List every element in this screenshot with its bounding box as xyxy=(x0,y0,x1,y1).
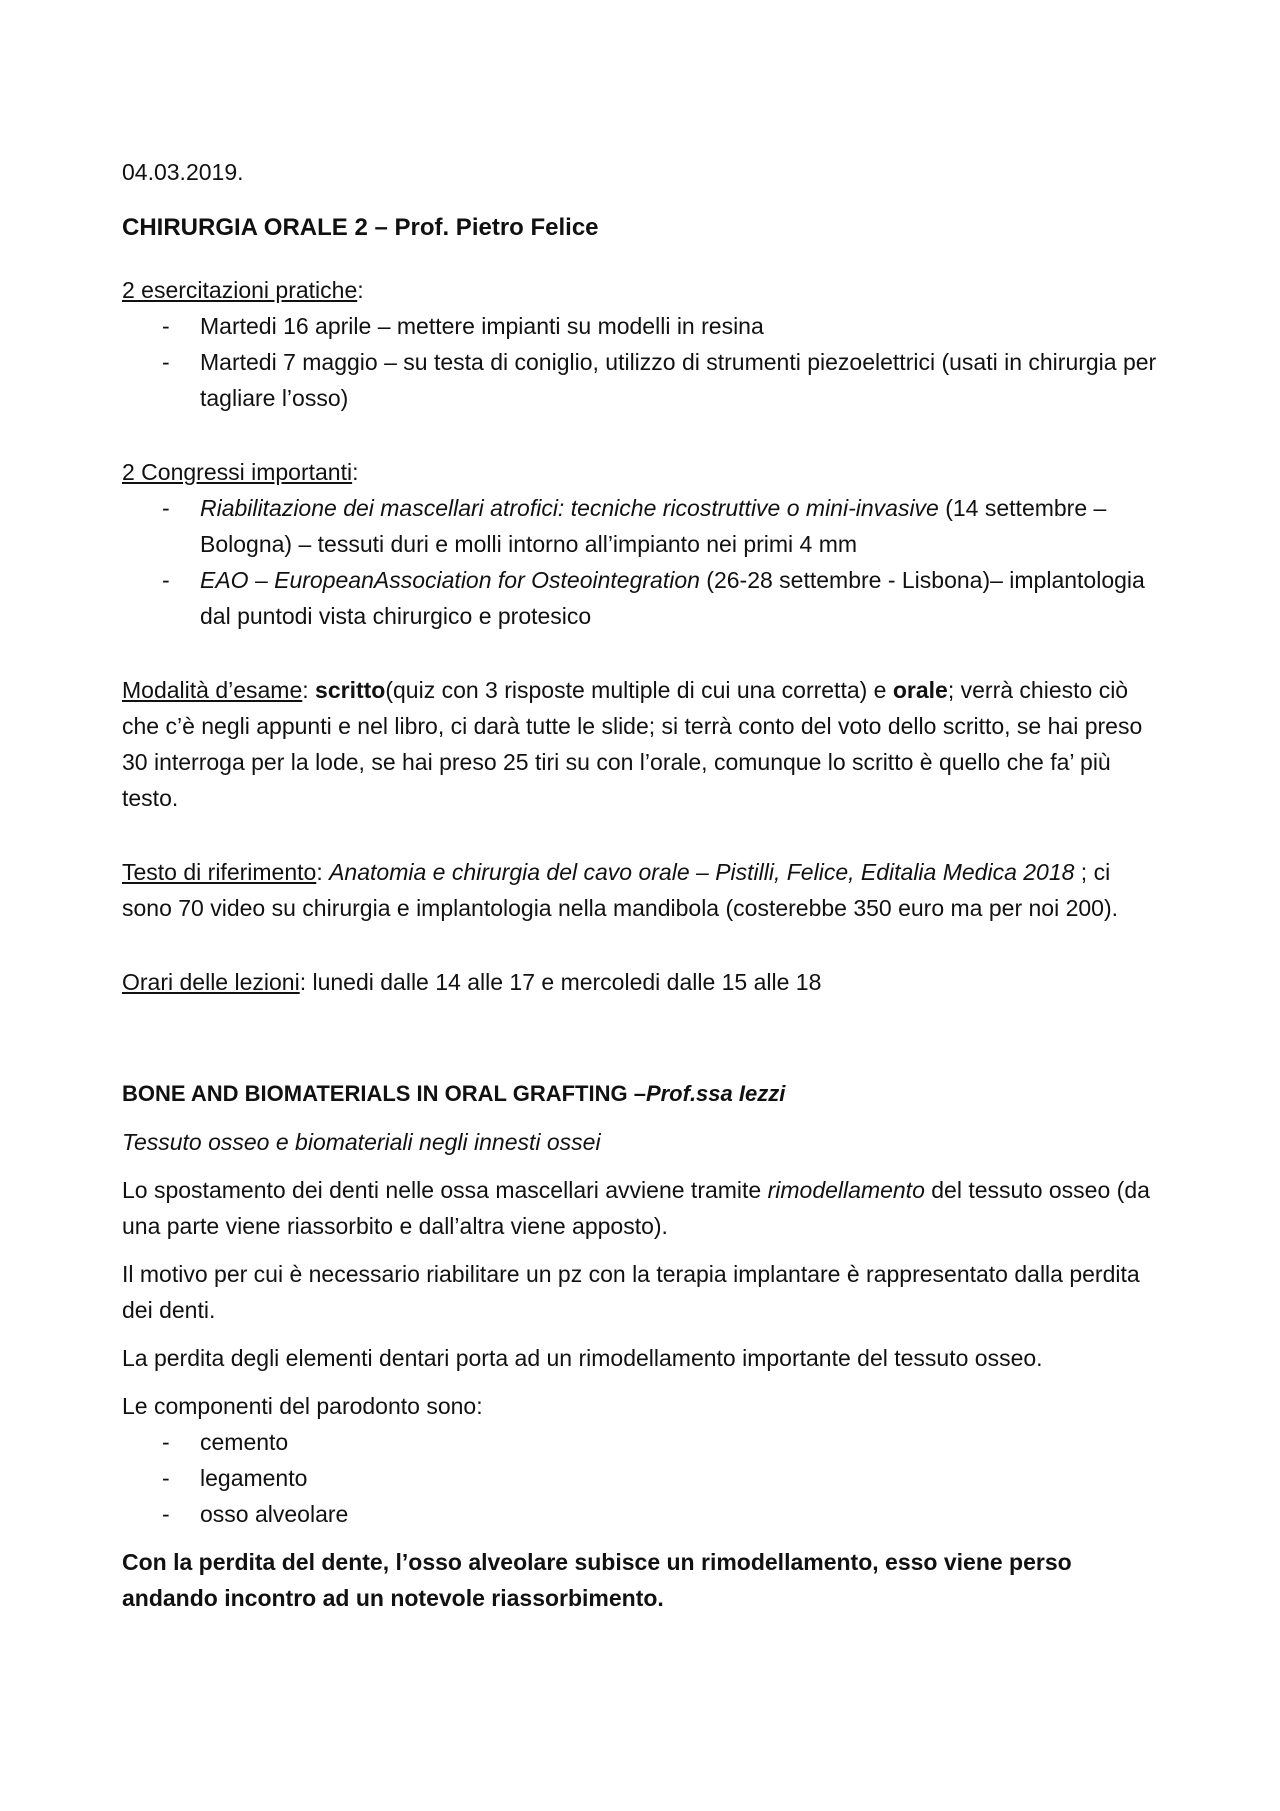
p1-italic: rimodellamento xyxy=(767,1177,925,1203)
conclusion: Con la perdita del dente, l’osso alveolare subisce un rimodellamento, esso viene perso andando incontro ad un notevole riassorbimento. xyxy=(122,1549,1072,1611)
congress-name: Riabilitazione dei mascellari atrofici: tecniche ricostruttive o mini-invasive xyxy=(200,495,939,521)
esame-scritto: scritto xyxy=(315,677,386,703)
course-title-bone xyxy=(122,1076,1158,1112)
list-item: - Martedi 16 aprile – mettere impianti su modelli in resina xyxy=(122,308,1158,344)
orari-label: Orari delle lezioni xyxy=(122,969,300,995)
esercitazioni-list xyxy=(122,308,1158,416)
esercitazioni-heading: 2 esercitazioni pratiche: xyxy=(122,277,364,303)
paragraph-2: Il motivo per cui è necessario riabilitare un pz con la terapia implantare è rappresentato dalla perdita dei denti. xyxy=(122,1261,1140,1323)
testo-book: Anatomia e chirurgia del cavo orale – Pistilli, Felice, Editalia Medica 2018 xyxy=(329,859,1075,885)
congressi-heading: 2 Congressi importanti: xyxy=(122,459,359,485)
congressi-list xyxy=(122,490,1158,634)
paragraph-4: Le componenti del parodonto sono: xyxy=(122,1393,483,1419)
orari-paragraph xyxy=(122,964,1158,1000)
parodonto-list xyxy=(122,1424,1158,1532)
list-item: - Martedi 7 maggio – su testa di coniglio, utilizzo di strumenti piezoelettrici (usati in chirurgia per tagliare l’osso) xyxy=(122,344,1158,416)
congressi-label: 2 Congressi importanti xyxy=(122,459,353,485)
esame-label: Modalità d’esame xyxy=(122,677,303,703)
esame-text2: ; verrà chiesto ciò che c’è negli appunti e nel libro, ci darà tutte le slide; si terrà conto del voto dello scritto, se hai preso 30 interroga per la lode, se hai preso 25 tiri su con l’orale, comunque lo scritto è quello che fa’ più testo. xyxy=(122,677,1143,811)
testo-label: Testo di riferimento xyxy=(122,859,317,885)
esame-orale: orale xyxy=(892,677,948,703)
testo-paragraph: Testo di riferimento: Anatomia e chirurgia del cavo orale – Pistilli, Felice, Editalia Medica 2018 ; ci sono 70 video su chirurgia e implantologia nella mandibola (costerebbe 350 euro ma per noi 200). xyxy=(122,859,1119,921)
p1-text-b: del tessuto osseo (da una parte viene riassorbito e dall’altra viene apposto). xyxy=(122,1177,1150,1239)
paragraph-1 xyxy=(122,1172,1158,1244)
esercitazioni-label: 2 esercitazioni pratiche xyxy=(122,277,358,303)
esame-text1: (quiz con 3 risposte multiple di cui una corretta) e xyxy=(385,677,893,703)
p1-text-a: Lo spostamento dei denti nelle ossa mascellari avviene tramite xyxy=(122,1177,768,1203)
course2-subtitle: Tessuto osseo e biomateriali negli innesti ossei xyxy=(122,1129,601,1155)
course-title-chirurgia: CHIRURGIA ORALE 2 – Prof. Pietro Felice xyxy=(122,214,599,241)
list-item: - osso alveolare xyxy=(122,1496,1158,1532)
course2-prof: Prof.ssa Iezzi xyxy=(645,1081,786,1106)
list-item: - cemento xyxy=(122,1424,1158,1460)
list-item: - legamento xyxy=(122,1460,1158,1496)
list-item xyxy=(122,490,1158,562)
congress-details: (14 settembre – Bologna) – tessuti duri e molli intorno all’impianto nei primi 4 mm xyxy=(200,495,1107,557)
list-item xyxy=(122,562,1158,634)
course2-title: BONE AND BIOMATERIALS IN ORAL GRAFTING – xyxy=(122,1081,646,1106)
testo-rest: ; ci sono 70 video su chirurgia e implantologia nella mandibola (costerebbe 350 euro ma per noi 200). xyxy=(122,859,1119,921)
date: 04.03.2019. xyxy=(122,159,244,185)
esame-paragraph: Modalità d’esame: scritto(quiz con 3 risposte multiple di cui una corretta) e orale; verrà chiesto ciò che c’è negli appunti e nel libro, ci darà tutte le slide; si terrà conto del voto dello scritto, se hai preso 30 interroga per la lode, se hai preso 25 tiri su con l’orale, comunque lo scritto è quello che fa’ più testo. xyxy=(122,677,1143,811)
congress-details: (26-28 settembre - Lisbona)– implantologia dal puntodi vista chirurgico e protesico xyxy=(200,567,1145,629)
paragraph-3: La perdita degli elementi dentari porta ad un rimodellamento importante del tessuto osseo. xyxy=(122,1345,1043,1371)
orari-text: : lunedi dalle 14 alle 17 e mercoledi dalle 15 alle 18 xyxy=(299,969,822,995)
congress-name: EAO – EuropeanAssociation for Osteointegration xyxy=(200,567,700,593)
